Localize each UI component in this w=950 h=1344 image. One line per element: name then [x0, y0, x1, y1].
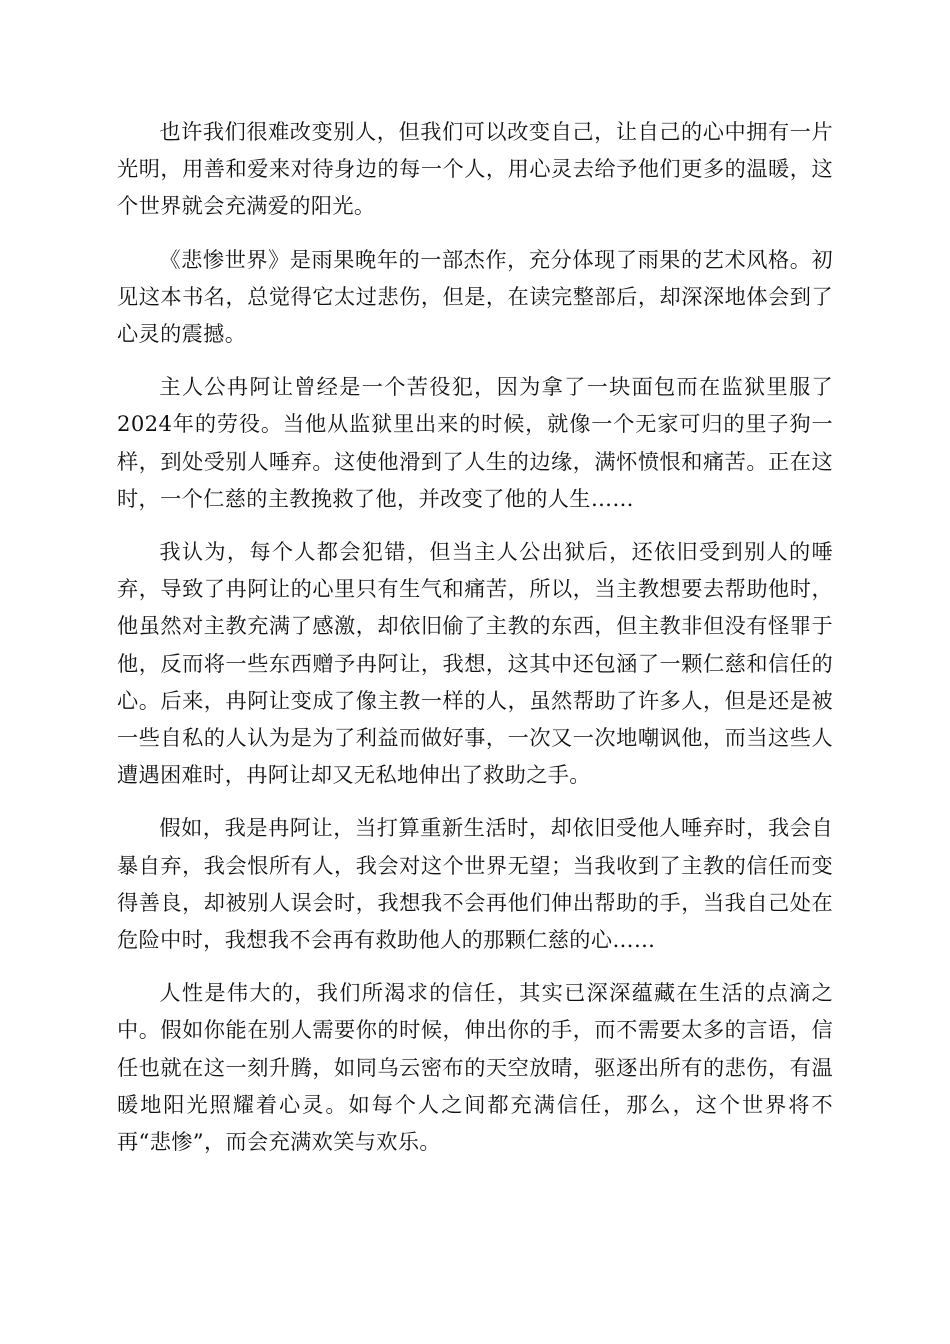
paragraph-2: 《悲惨世界》是雨果晚年的一部杰作，充分体现了雨果的艺术风格。初见这本书名，总觉得它太过悲伤，但是，在读完整部后，却深深地体会到了心灵的震撼。: [117, 246, 833, 347]
paragraph-3: 主人公冉阿让曾经是一个苦役犯，因为拿了一块面包而在监狱里服了2024年的劳役。当他从监狱里出来的时候，就像一个无家可归的里子狗一样，到处受别人唾弃。这使他滑到了人生的边缘，满怀愤恨和痛苦。正在这时，一个仁慈的主教挽救了他，并改变了他的人生……: [117, 374, 833, 511]
paragraph-5: 假如，我是冉阿让，当打算重新生活时，却依旧受他人唾弃时，我会自暴自弃，我会恨所有人，我会对这个世界无望；当我收到了主教的信任而变得善良，却被别人误会时，我想我不会再他们伸出帮助的手，当我自己处在危险中时，我想我不会再有救助他人的那颗仁慈的心……: [117, 815, 833, 953]
paragraph-1: 也许我们很难改变别人，但我们可以改变自己，让自己的心中拥有一片光明，用善和爱来对待身边的每一个人，用心灵去给予他们更多的温暖，这个世界就会充满爱的阳光。: [117, 119, 833, 219]
paragraph-6: 人性是伟大的，我们所渴求的信任，其实已深深蕴藏在生活的点滴之中。假如你能在别人需要你的时候，伸出你的手，而不需要太多的言语，信任也就在这一刻升腾，如同乌云密布的天空放晴，驱逐出所有的悲伤，有温暖地阳光照耀着心灵。如每个人之间都充满信任，那么，这个世界将不再“悲惨”，而会充满欢笑与欢乐。: [117, 980, 833, 1155]
document-body: [117, 113, 833, 1176]
paragraph-4: 我认为，每个人都会犯错，但当主人公出狱后，还依旧受到别人的唾弃，导致了冉阿让的心里只有生气和痛苦，所以，当主教想要去帮助他时，他虽然对主教充满了感激，却依旧偷了主教的东西，但主教非但没有怪罪于他，反而将一些东西赠予冉阿让，我想，这其中还包涵了一颗仁慈和信任的心。后来，冉阿让变成了像主教一样的人，虽然帮助了许多人，但是还是被一些自私的人认为是为了利益而做好事，一次又一次地嘲讽他，而当这些人遭遇困难时，冉阿让却又无私地伸出了救助之手。: [117, 539, 833, 788]
